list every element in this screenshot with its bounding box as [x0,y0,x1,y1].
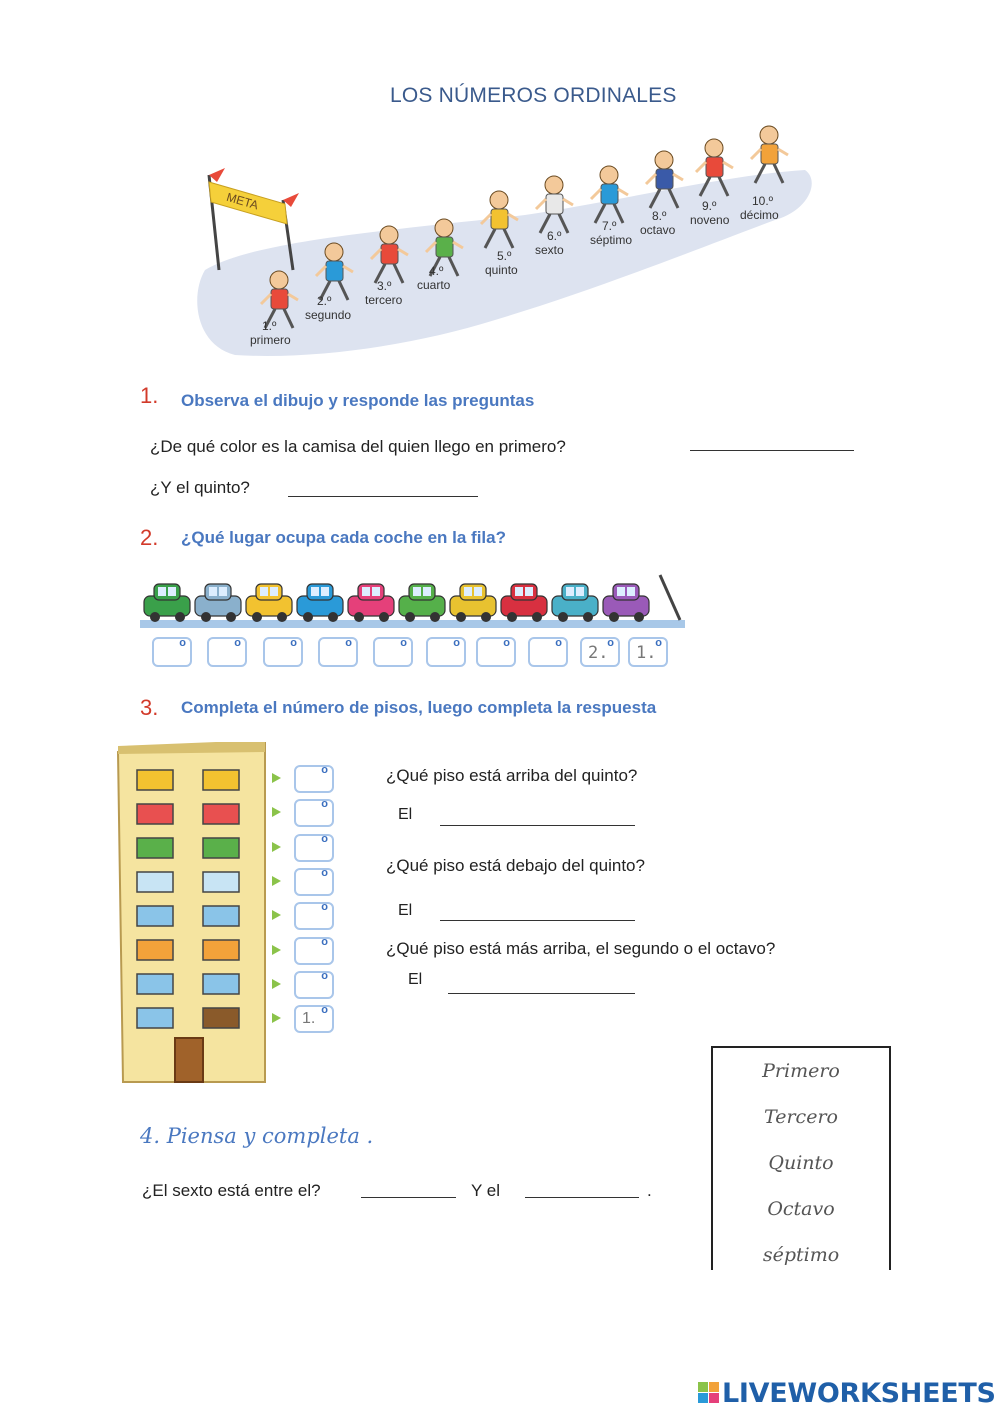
building-window [203,804,239,824]
building-window [137,906,173,926]
finish-flag-left [209,168,225,182]
runner-ordinal-number: 4.º [429,264,444,278]
answer-input-shirt-fifth[interactable] [288,476,482,498]
floor-arrow-icon [272,1013,281,1023]
section2-number: 2. [140,525,159,550]
building-window [137,804,173,824]
box-prefill: 1. [636,643,657,663]
floor-arrow-icon [272,773,281,783]
ordinal-indicator: o [234,637,241,649]
building-window [137,974,173,994]
word-bank-item[interactable]: Tercero [764,1106,838,1128]
box-prefill: 2. [588,643,609,663]
car-position-box[interactable] [476,637,516,667]
ordinal-indicator: o [607,637,614,649]
finish-banner-text: META [224,189,261,213]
floor-number-box[interactable] [294,971,334,999]
floor-number-box[interactable] [294,834,334,862]
runner-ordinal-word: tercero [365,293,403,307]
runner-ordinal-number: 6.º [547,229,562,243]
ordinal-indicator: o [400,637,407,649]
section3-question1: ¿Qué piso está arriba del quinto? [386,766,638,785]
ordinal-indicator: o [503,637,510,649]
ordinal-indicator: o [321,764,328,776]
car [348,584,394,622]
car-position-box[interactable] [580,637,620,667]
section1-question1: ¿De qué color es la camisa del quien llego en primero? [150,437,566,456]
cars-group [144,584,649,622]
section4-end: . [647,1181,652,1200]
ordinal-indicator: o [321,935,328,948]
floor-arrow-icon [272,910,281,920]
section1-number: 1. [140,383,159,408]
runner-ordinal-number: 2.º [317,294,332,308]
word-bank-item[interactable]: séptimo [762,1244,840,1266]
ordinal-indicator: o [321,901,328,914]
ordinal-indicator: o [321,866,328,879]
ordinal-indicator: o [321,832,328,845]
building-window [137,838,173,858]
car-position-box[interactable] [263,637,303,667]
car [501,584,547,622]
car [450,584,496,622]
answer-input-higher-floor[interactable] [448,973,639,995]
floor-arrow-icon [272,876,281,886]
building-window [203,838,239,858]
runner-ordinal-number: 7.º [602,219,617,233]
section4-question: ¿El sexto está entre el? [142,1181,321,1200]
floor-number-box[interactable] [294,868,334,896]
word-bank [711,1046,891,1270]
ordinal-indicator: o [555,637,562,649]
section3-question2: ¿Qué piso está debajo del quinto? [386,856,645,875]
logo-text: LIVEWORKSHEETS [722,1378,996,1409]
ordinal-indicator: o [179,637,186,649]
building-window [137,1008,173,1028]
ordinal-indicator: o [453,637,460,649]
floor-arrow-icon [272,807,281,817]
runner-ordinal-number: 9.º [702,199,717,213]
car [246,584,292,622]
runner-ordinal-word: noveno [690,213,730,227]
building-window [137,770,173,790]
section1-question2: ¿Y el quinto? [150,478,250,497]
floor-number-box[interactable] [294,937,334,965]
box-prefill: 1. [302,1010,316,1028]
building-window [203,906,239,926]
runner-ordinal-word: cuarto [417,278,451,292]
floor-number-box[interactable] [294,1005,334,1033]
section2-heading: ¿Qué lugar ocupa cada coche en la fila? [181,528,506,547]
floor-number-box[interactable] [294,765,334,793]
section3-question3: ¿Qué piso está más arriba, el segundo o el octavo? [386,939,776,958]
runner-ordinal-word: segundo [305,308,352,322]
section4-connector: Y el [471,1181,500,1200]
car-position-box[interactable] [628,637,668,667]
building-illustration [115,742,275,1084]
car [297,584,343,622]
building-window [203,974,239,994]
building-window [203,1008,239,1028]
floor-arrow-icon [272,979,281,989]
building-window [137,872,173,892]
runner-ordinal-word: quinto [485,263,518,277]
ordinal-indicator: o [290,637,297,649]
building-window [203,770,239,790]
answer-prefix: El [408,971,423,988]
page-title: LOS NÚMEROS ORDINALES [390,84,677,107]
floor-arrow-icon [272,945,281,955]
section1-heading: Observa el dibujo y responde las preguntas [181,391,535,410]
section4-heading: 4. Piensa y completa . [140,1124,374,1148]
building-window [203,872,239,892]
car [399,584,445,622]
ordinal-indicator: o [321,969,328,982]
runner-ordinal-word: octavo [640,223,676,237]
answer-prefix: El [398,806,413,823]
answer-input-between-1[interactable] [361,1177,460,1199]
car-position-box[interactable] [207,637,247,667]
section3-number: 3. [140,695,159,720]
finish-pole [660,575,680,620]
runner-ordinal-number: 5.º [497,249,512,263]
answer-input-above-fifth[interactable] [440,805,639,827]
building-window [137,940,173,960]
runners-illustration [195,120,820,365]
car-position-box[interactable] [528,637,568,667]
runner-ordinal-word: décimo [740,208,779,222]
building-roof [118,742,265,754]
ordinal-indicator: o [321,1004,328,1017]
floor-number-box[interactable] [294,902,334,930]
building-door [175,1038,203,1082]
answer-input-between-2[interactable] [525,1177,643,1199]
answer-input-shirt-first[interactable] [690,430,858,452]
runner-ordinal-number: 10.º [752,194,774,208]
section3-heading: Completa el número de pisos, luego completa la respuesta [181,698,657,717]
car-position-box[interactable] [152,637,192,667]
logo-icon [698,1380,720,1402]
runner-ordinal-number: 8.º [652,209,667,223]
liveworksheets-logo [698,1378,996,1409]
floor-number-box[interactable] [294,799,334,827]
floor-arrow-icon [272,842,281,852]
car-position-box[interactable] [318,637,358,667]
runner-ordinal-word: sexto [535,243,564,257]
building-window [203,940,239,960]
word-bank-item[interactable]: Quinto [768,1152,834,1174]
car-position-box[interactable] [426,637,466,667]
car-position-box[interactable] [373,637,413,667]
answer-input-below-fifth[interactable] [440,900,639,922]
word-bank-item[interactable]: Primero [762,1060,840,1082]
car [552,584,598,622]
car [603,584,649,622]
car [144,584,190,622]
runner-ordinal-number: 3.º [377,279,392,293]
answer-prefix: El [398,902,413,919]
ordinal-indicator: o [655,637,662,649]
ordinal-indicator: o [321,798,328,811]
runner-ordinal-number: 1.º [262,319,277,333]
runner-ordinal-word: séptimo [590,233,633,247]
runner-ordinal-word: primero [250,333,291,347]
word-bank-item[interactable]: Octavo [767,1198,835,1220]
car [195,584,241,622]
ordinal-indicator: o [345,637,352,649]
cars-illustration [140,570,685,630]
